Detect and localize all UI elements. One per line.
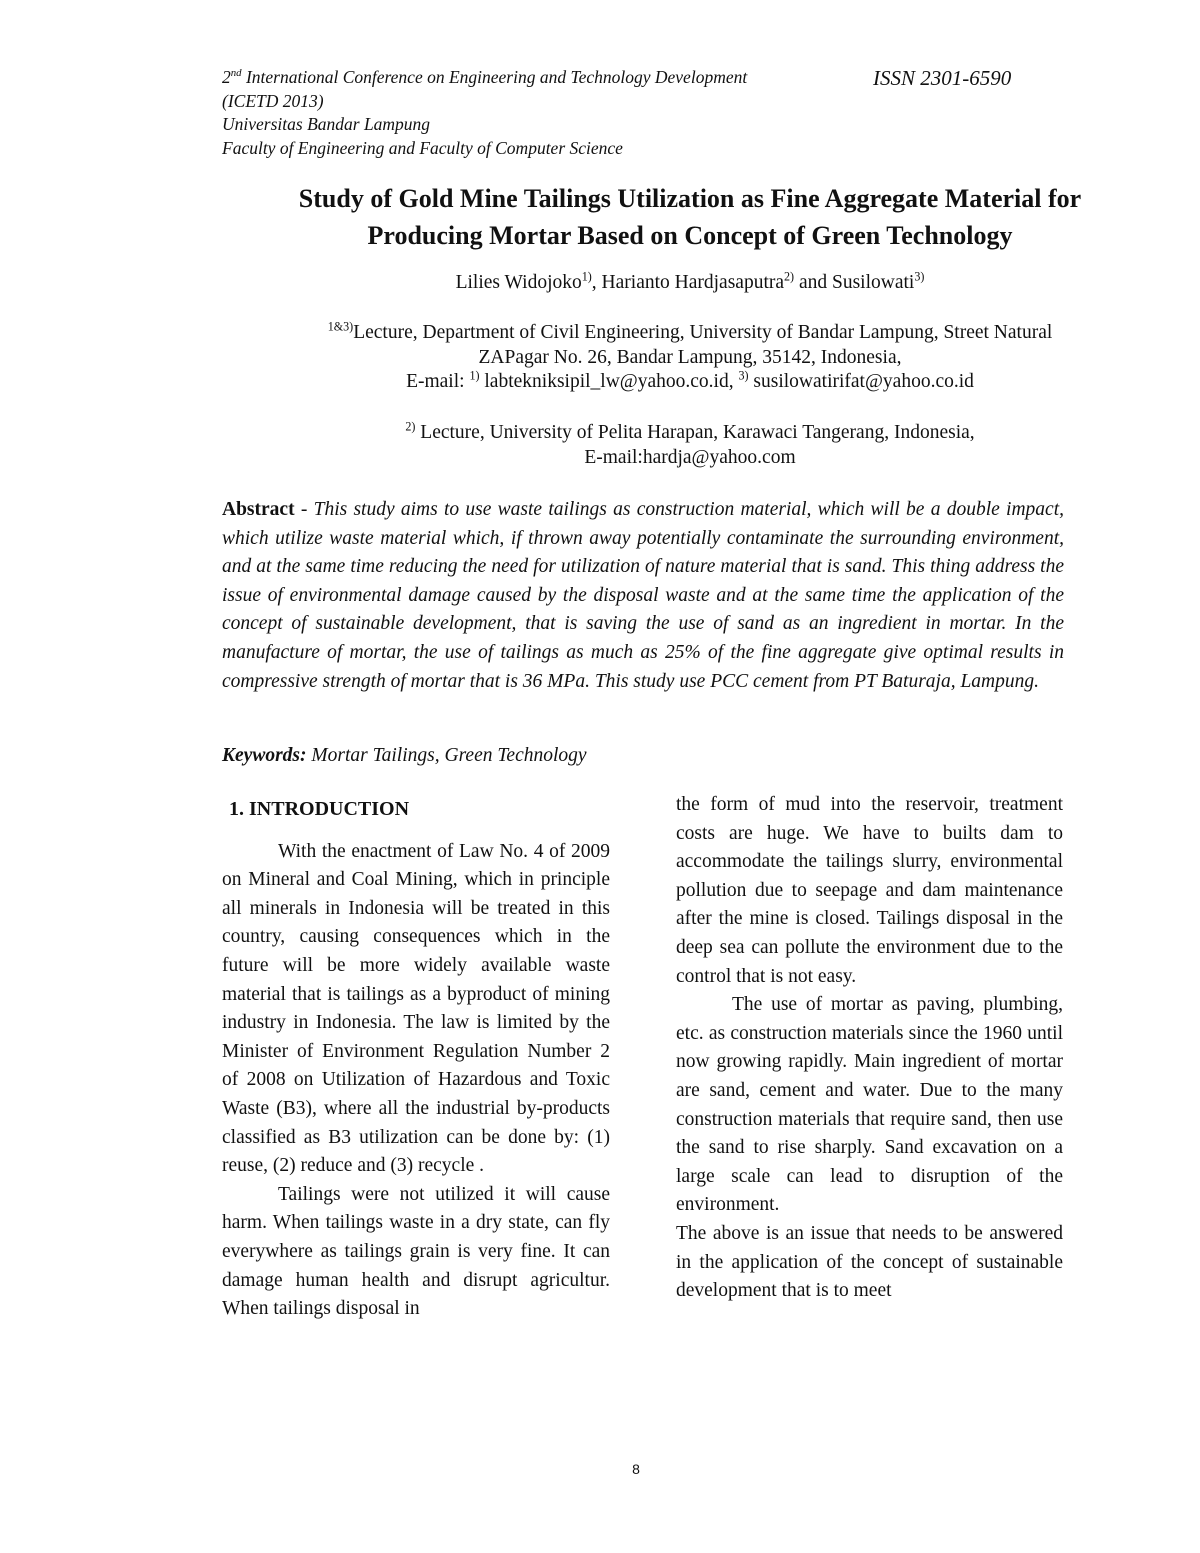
keywords-text: Mortar Tailings, Green Technology xyxy=(306,745,587,766)
paragraph: the form of mud into the reservoir, treatment costs are huge. We have to builts dam to accommodate the tailings slurry, environmental pollution due to seepage and dam maintenance after the mine is closed. Tailings disposal in the deep sea can pollute the environment due to the control that is not easy. xyxy=(676,794,1063,987)
paragraph: With the enactment of Law No. 4 of 2009 on Mineral and Coal Mining, which in principle all minerals in Indonesia will be treated in this country, causing consequences which in the future will be more widely available waste material that is tailings as a byproduct of mining industry in Indonesia. The law is limited by the Minister of Environment Regulation Number 2 of 2008 on Utilization of Hazardous and Toxic Waste (B3), where all the industrial by-products classified as B3 utilization can be done by: (1) reuse, (2) reduce and (3) recycle . xyxy=(222,840,610,1177)
page-number: 8 xyxy=(632,1461,640,1477)
affiliation-1: $^{1\&3)}$Lecture, Department of Civil Engineering, University of Bandar Lampung, Street Natural ZAPagar No. 26, Bandar Lampung, 35142, Indonesia, E-mail: $^{1)}$ labtekniksipil_lw@yahoo.co.id, $^{3)}$ susilowatirifat@yahoo.co.id xyxy=(190,321,1190,395)
affiliation-2: $^{2)}$ Lecture, University of Pelita Harapan, Karawaci Tangerang, Indonesia, E-mail:hardja@yahoo.com xyxy=(190,421,1190,470)
abstract-text: - This study aims to use waste tailings as construction material, which will be a double impact, which utilize waste material which, if thrown away potentially contaminate the surrounding environment, and at the same time reducing the need for utilization of nature material that is sand. This thing address the issue of environmental damage caused by the disposal waste and at the same time the application of the concept of sustainable development, that is saving the use of sand as an ingredient in mortar. In the manufacture of mortar, the use of tailings as much as 25% of the fine aggregate give optimal results in compressive strength of mortar that is 36 MPa. This study use PCC cement from PT Baturaja, Lampung. xyxy=(222,499,1064,692)
author-list: Lilies Widojoko$^{1)}$, Harianto Hardjasaputra$^{2)}$ and Susilowati$^{3)}$ xyxy=(455,269,925,293)
affiliation-1-emails: E-mail: $^{1)}$ labtekniksipil_lw@yahoo.co.id, $^{3)}$ susilowatirifat@yahoo.co.id xyxy=(406,368,974,392)
conference-abbreviation: (ICETD 2013) xyxy=(222,90,324,111)
faculty-name: Faculty of Engineering and Faculty of Computer Science xyxy=(222,137,623,158)
keywords xyxy=(222,745,587,767)
paragraph: Tailings were not utilized it will cause harm. When tailings waste in a dry state, can fly everywhere as tailings grain is very fine. It can damage human health and disrupt agricultur. When tailings disposal in xyxy=(222,1183,610,1320)
conference-header xyxy=(222,66,842,160)
keywords-label: Keywords: xyxy=(222,745,307,766)
university-name: Universitas Bandar Lampung xyxy=(222,114,431,134)
paragraph: The use of mortar as paving, plumbing, etc. as construction materials since the 1960 until now growing rapidly. Main ingredient of mortar are sand, cement and water. Due to the many construction materials that require sand, then use the sand to rise sharply. Sand excavation on a large scale can lead to disruption of the environment. xyxy=(676,994,1063,1216)
affiliation-2-email: E-mail:hardja@yahoo.com xyxy=(584,446,796,468)
section-heading: 1. INTRODUCTION xyxy=(229,798,410,820)
abstract-label: Abstract xyxy=(222,499,295,520)
issn-number: ISSN 2301-6590 xyxy=(873,66,1012,90)
left-column xyxy=(222,785,610,1324)
abstract xyxy=(222,496,1064,696)
paper-title: Study of Gold Mine Tailings Utilization as Fine Aggregate Material for Producing Mortar Based on Concept of Green Technology xyxy=(298,184,1082,250)
right-column xyxy=(676,791,1063,1306)
paragraph: The above is an issue that needs to be answered in the application of the concept of sustainable development that is to meet xyxy=(676,1222,1063,1302)
conference-title: 2nd International Conference on Engineering and Technology Development xyxy=(222,67,748,87)
